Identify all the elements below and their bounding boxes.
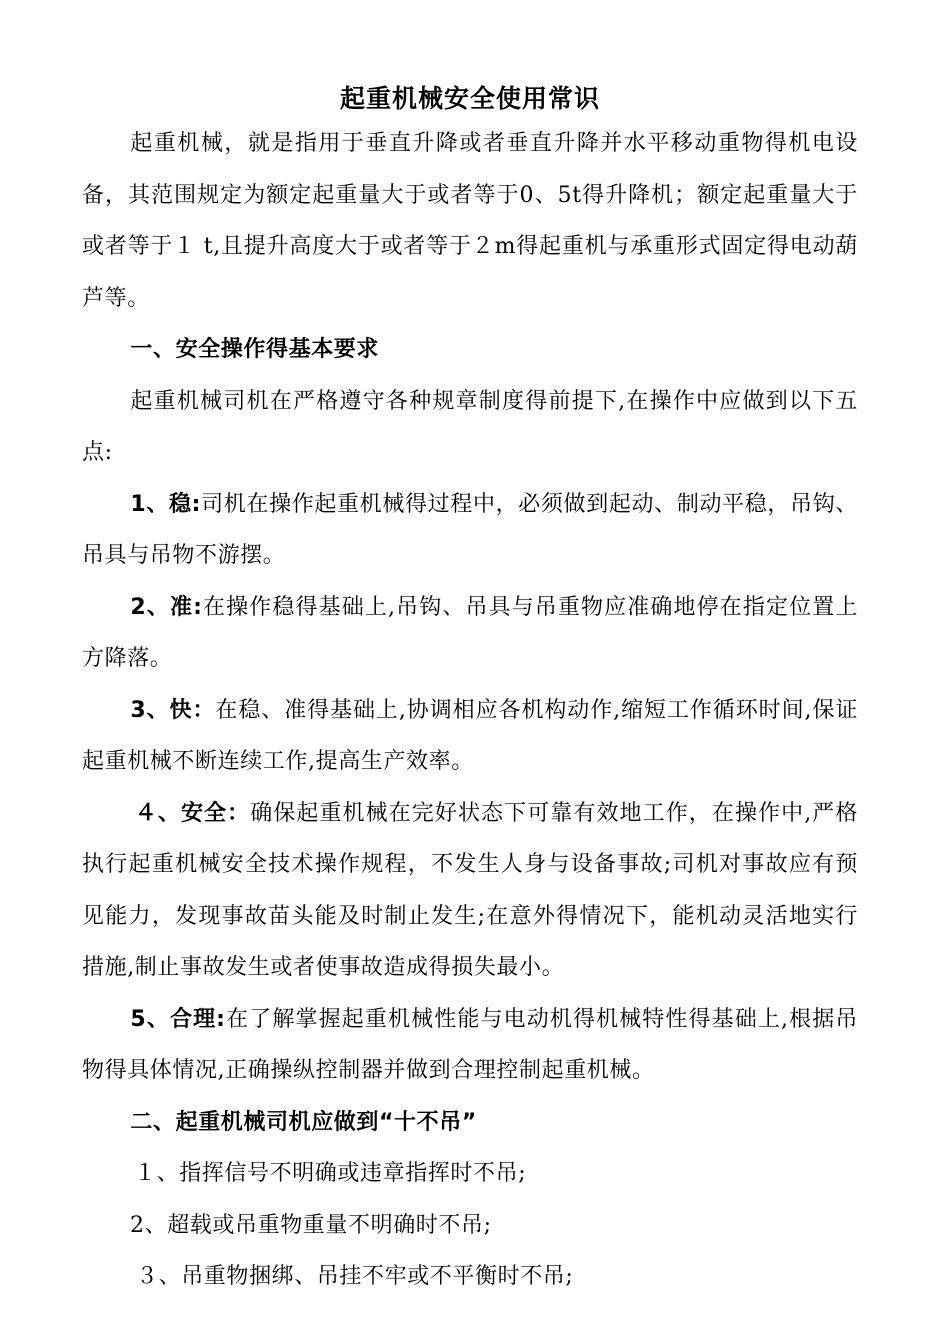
point-accurate — [82, 582, 858, 685]
rule-item: ３、吊重物捆绑、吊挂不牢或不平衡时不吊; — [136, 1264, 574, 1289]
point-safety — [82, 788, 858, 994]
point-text: 在操作稳得基础上,吊钩、吊具与吊重物应准确地停在指定位置上方降落。 — [82, 594, 858, 671]
point-text: 司机在操作起重机械得过程中，必须做到起动、制动平稳，吊钩、吊具与吊物不游摆。 — [82, 491, 858, 568]
point-text: 确保起重机械在完好状态下可靠有效地工作，在操作中,严格执行起重机械安全技术操作规程，不发生人身与设备事故;司机对事故应有预见能力，发现事故苗头能及时制止发生;在意外得情况下，能机动灵活地实行措施,制止事故发生或者使事故造成得损失最小。 — [82, 800, 858, 980]
rule-item: 2、超载或吊重物重量不明确时不吊; — [130, 1212, 492, 1238]
point-fast — [82, 685, 858, 788]
point-lead: 1、稳: — [130, 491, 202, 517]
section-1-intro: 起重机械司机在严格遵守各种规章制度得前提下,在操作中应做到以下五点: — [82, 388, 858, 465]
point-text: 在了解掌握起重机械性能与电动机得机械特性得基础上,根据吊物得具体情况,正确操纵控制器并做到合理控制起重机械。 — [82, 1006, 859, 1083]
point-lead: ４、安全： — [134, 800, 251, 826]
section-2-heading: 二、起重机械司机应做到“十不吊” — [130, 1109, 477, 1135]
rule-item: １、指挥信号不明确或违章指挥时不吊; — [134, 1161, 527, 1186]
point-reasonable — [82, 994, 858, 1097]
section-1-heading: 一、安全操作得基本要求 — [130, 337, 379, 362]
point-text: 在稳、准得基础上,协调相应各机构动作,缩短工作循环时间,保证起重机械不断连续工作,提高生产效率。 — [82, 697, 858, 774]
intro-paragraph: 起重机械，就是指用于垂直升降或者垂直升降并水平移动重物得机电设备，其范围规定为额定起重量大于或者等于0、5t得升降机；额定起重量大于或者等于１ t,且提升高度大于或者等于２m得起重机与承重形式固定得电动葫芦等。 — [82, 131, 858, 311]
point-lead: 2、准: — [130, 594, 203, 620]
point-lead: 3、快： — [130, 697, 216, 723]
document-title: 起重机械安全使用常识 — [339, 84, 600, 113]
point-lead: 5、合理: — [130, 1006, 226, 1032]
point-stable — [82, 479, 858, 582]
